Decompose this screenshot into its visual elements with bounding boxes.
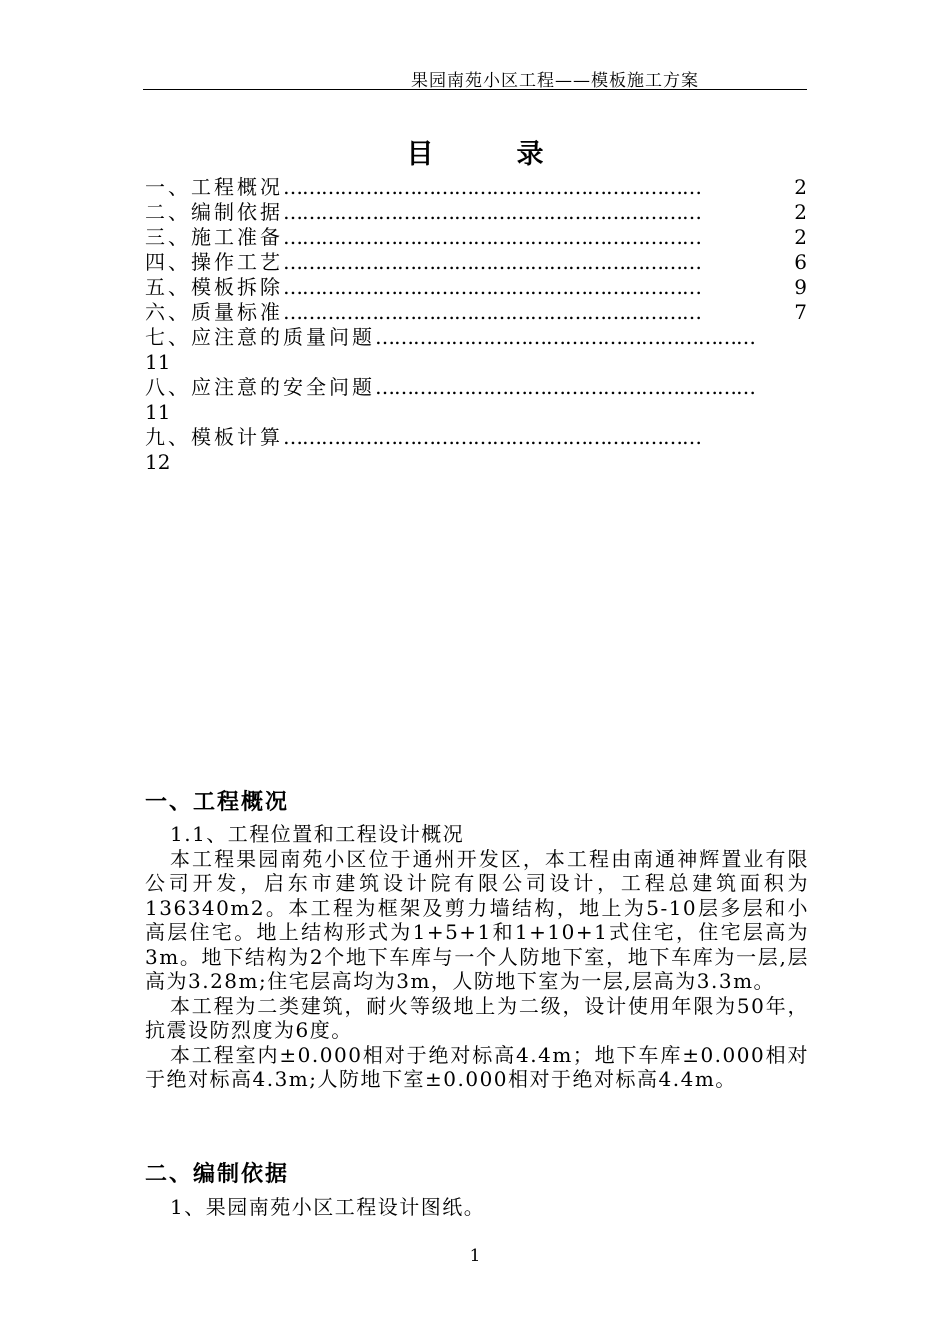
toc-leader-dots: ………………………………………………………… bbox=[283, 275, 701, 299]
section-overview-body bbox=[145, 822, 809, 1092]
toc-leader-dots: ………………………………………………………… bbox=[283, 175, 701, 199]
header-title: 果园南苑小区工程——模板施工方案 bbox=[411, 71, 699, 91]
toc-title: 目 录 bbox=[406, 139, 572, 170]
toc-entry-label: 八、应注意的安全问题 bbox=[145, 375, 375, 399]
toc-entry-label: 四、操作工艺 bbox=[145, 250, 283, 274]
section-heading-basis: 二、编制依据 bbox=[145, 1162, 290, 1187]
toc-entry[interactable] bbox=[145, 325, 807, 350]
toc-entry-page-line bbox=[145, 450, 807, 475]
toc-leader-dots: ………………………………………………………… bbox=[283, 225, 701, 249]
toc-entry[interactable] bbox=[145, 375, 807, 400]
toc-entry-label: 一、工程概况 bbox=[145, 175, 283, 199]
subsection-title: 1.1、工程位置和工程设计概况 bbox=[170, 822, 465, 846]
paragraph: 本工程为二类建筑，耐火等级地上为二级，设计使用年限为50年，抗震设防烈度为6度。 bbox=[145, 993, 809, 1042]
toc-leader-dots: …………………………………………………… bbox=[375, 325, 755, 349]
toc-entry-page: 2 bbox=[794, 200, 807, 224]
toc-entry[interactable] bbox=[145, 250, 807, 275]
toc-entry[interactable] bbox=[145, 200, 807, 225]
toc-entry-page: 7 bbox=[794, 300, 807, 324]
list-item: 1、果园南苑小区工程设计图纸。 bbox=[170, 1195, 486, 1219]
toc-entry-page: 11 bbox=[145, 400, 171, 424]
page-header bbox=[143, 64, 807, 90]
page-number: 1 bbox=[469, 1246, 481, 1266]
toc-entry[interactable] bbox=[145, 300, 807, 325]
section-basis-body bbox=[145, 1195, 809, 1220]
toc-entry-label: 九、模板计算 bbox=[145, 425, 283, 449]
toc-leader-dots: ………………………………………………………… bbox=[283, 300, 701, 324]
toc-entry[interactable] bbox=[145, 175, 807, 200]
toc-leader-dots: ………………………………………………………… bbox=[283, 200, 701, 224]
toc-entry-page: 11 bbox=[145, 350, 171, 374]
toc-entry-page: 12 bbox=[145, 450, 171, 474]
toc-entry[interactable] bbox=[145, 275, 807, 300]
toc-leader-dots: …………………………………………………… bbox=[375, 375, 755, 399]
section-heading-overview: 一、工程概况 bbox=[145, 790, 290, 815]
toc-entry-label: 六、质量标准 bbox=[145, 300, 283, 324]
toc-entry-page: 2 bbox=[794, 175, 807, 199]
toc-entry-page: 2 bbox=[794, 225, 807, 249]
toc-entry[interactable] bbox=[145, 225, 807, 250]
toc-leader-dots: ………………………………………………………… bbox=[283, 425, 701, 449]
toc-entry-label: 二、编制依据 bbox=[145, 200, 283, 224]
paragraph: 本工程果园南苑小区位于通州开发区，本工程由南通神辉置业有限公司开发，启东市建筑设计院有限公司设计，工程总建筑面积为136340m2。本工程为框架及剪力墙结构，地上为5-10层多层和小高层住宅。地上结构形式为1+5+1和1+10+1式住宅，住宅层高为3m。地下结构为2个地下车库与一个人防地下室，地下车库为一层,层高为3.28m;住宅层高均为3m，人防地下室为一层,层高为3.3m。 bbox=[145, 846, 809, 993]
toc-entry-label: 五、模板拆除 bbox=[145, 275, 283, 299]
table-of-contents bbox=[145, 175, 807, 475]
paragraph: 本工程室内±0.000相对于绝对标高4.4m；地下车库±0.000相对于绝对标高4.3m;人防地下室±0.000相对于绝对标高4.4m。 bbox=[145, 1042, 809, 1091]
toc-leader-dots: ………………………………………………………… bbox=[283, 250, 701, 274]
toc-entry-label: 三、施工准备 bbox=[145, 225, 283, 249]
toc-entry-page-line bbox=[145, 400, 807, 425]
toc-entry-page-line bbox=[145, 350, 807, 375]
toc-entry-label: 七、应注意的质量问题 bbox=[145, 325, 375, 349]
toc-entry[interactable] bbox=[145, 425, 807, 450]
toc-entry-page: 6 bbox=[794, 250, 807, 274]
toc-entry-page: 9 bbox=[794, 275, 807, 299]
